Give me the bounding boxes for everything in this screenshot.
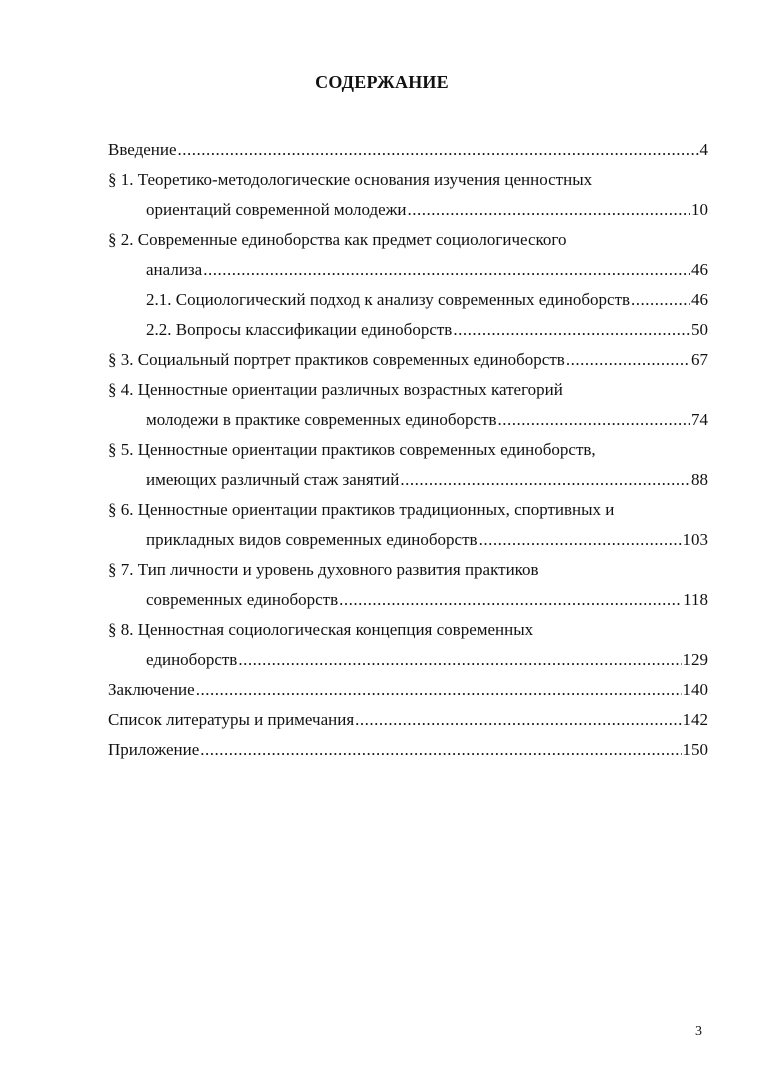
toc-page-number: 129 <box>682 650 708 669</box>
toc-page-number: 46 <box>691 290 708 309</box>
toc-entry-section-6 <box>108 495 708 555</box>
toc-page-number: 142 <box>682 710 708 729</box>
toc-entry-subsection-2-1 <box>108 285 708 315</box>
toc-line-continuation <box>108 405 708 435</box>
toc-page-number: 10 <box>691 200 708 219</box>
toc-line-continuation <box>108 645 708 675</box>
toc-page-number: 74 <box>691 410 708 429</box>
toc-entry-text: 2.1. Социологический подход к анализу современных единоборств <box>146 290 631 309</box>
dot-leader <box>200 735 681 765</box>
toc-entry-subsection-2-2 <box>108 315 708 345</box>
toc-entry-text: § 3. Социальный портрет практиков современных единоборств <box>108 350 565 369</box>
toc-line <box>108 375 708 405</box>
toc-entry-text: молодежи в практике современных единоборств <box>146 410 497 429</box>
toc-entry-appendix <box>108 735 708 765</box>
toc-page-number: 140 <box>682 680 708 699</box>
toc-line <box>108 225 708 255</box>
toc-page-number: 103 <box>682 530 708 549</box>
toc-entry-section-8 <box>108 615 708 675</box>
toc-page-number: 50 <box>691 320 708 339</box>
dot-leader <box>196 675 682 705</box>
toc-entry-text: единоборств <box>146 650 238 669</box>
toc-entry-section-3 <box>108 345 708 375</box>
toc-line <box>108 345 708 375</box>
toc-entry-text: прикладных видов современных единоборств <box>146 530 478 549</box>
toc-entry-text: § 6. Ценностные ориентации практиков традиционных, спортивных и <box>108 500 615 519</box>
toc-entry-text: имеющих различный стаж занятий <box>146 470 400 489</box>
toc-line <box>108 705 708 735</box>
dot-leader <box>631 285 690 315</box>
toc-line <box>108 315 708 345</box>
dot-leader <box>238 645 681 675</box>
dot-leader <box>498 405 690 435</box>
toc-line <box>108 285 708 315</box>
toc-line-continuation <box>108 465 708 495</box>
toc-page-number: 67 <box>691 350 708 369</box>
toc-entry-text: Введение <box>108 140 177 159</box>
toc-page-number: 118 <box>683 590 708 609</box>
toc-line-continuation <box>108 255 708 285</box>
dot-leader <box>453 315 690 345</box>
toc-entry-text: Список литературы и примечания <box>108 710 355 729</box>
toc-entry-text: современных единоборств <box>146 590 339 609</box>
toc-line-continuation <box>108 525 708 555</box>
toc-entry-text: § 8. Ценностная социологическая концепция современных <box>108 620 534 639</box>
toc-line <box>108 555 708 585</box>
toc-entry-section-5 <box>108 435 708 495</box>
toc-entry-text: § 4. Ценностные ориентации различных возрастных категорий <box>108 380 563 399</box>
toc-page-number: 88 <box>691 470 708 489</box>
toc-entry-text: 2.2. Вопросы классификации единоборств <box>146 320 453 339</box>
toc-page-number: 150 <box>682 740 708 759</box>
dot-leader <box>178 135 699 165</box>
toc-entry-section-4 <box>108 375 708 435</box>
dot-leader <box>566 345 690 375</box>
toc-entry-text: Заключение <box>108 680 195 699</box>
dot-leader <box>479 525 682 555</box>
toc-line <box>108 735 708 765</box>
dot-leader <box>339 585 682 615</box>
table-of-contents <box>108 135 708 765</box>
toc-line-continuation <box>108 195 708 225</box>
dot-leader <box>408 195 691 225</box>
toc-entry-section-1 <box>108 165 708 225</box>
toc-line <box>108 165 708 195</box>
toc-page-number: 46 <box>691 260 708 279</box>
toc-entry-text: § 5. Ценностные ориентации практиков современных единоборств, <box>108 440 596 459</box>
toc-page-number: 4 <box>699 140 708 159</box>
toc-entry-text: § 2. Современные единоборства как предмет социологического <box>108 230 567 249</box>
toc-line <box>108 675 708 705</box>
toc-entry-text: § 7. Тип личности и уровень духовного развития практиков <box>108 560 539 579</box>
toc-line <box>108 615 708 645</box>
toc-entry-text: анализа <box>146 260 203 279</box>
toc-entry-conclusion <box>108 675 708 705</box>
toc-entry-text: § 1. Теоретико-методологические основания изучения ценностных <box>108 170 593 189</box>
toc-entry-section-7 <box>108 555 708 615</box>
toc-entry-text: Приложение <box>108 740 200 759</box>
toc-line <box>108 495 708 525</box>
toc-entry-introduction <box>108 135 708 165</box>
toc-line <box>108 435 708 465</box>
page-title: СОДЕРЖАНИЕ <box>315 72 449 92</box>
toc-line-continuation <box>108 585 708 615</box>
toc-entry-bibliography <box>108 705 708 735</box>
dot-leader <box>355 705 681 735</box>
toc-entry-section-2 <box>108 225 708 285</box>
dot-leader <box>203 255 690 285</box>
dot-leader <box>400 465 690 495</box>
toc-entry-text: ориентаций современной молодежи <box>146 200 407 219</box>
toc-line <box>108 135 708 165</box>
page-number: 3 <box>695 1024 702 1039</box>
